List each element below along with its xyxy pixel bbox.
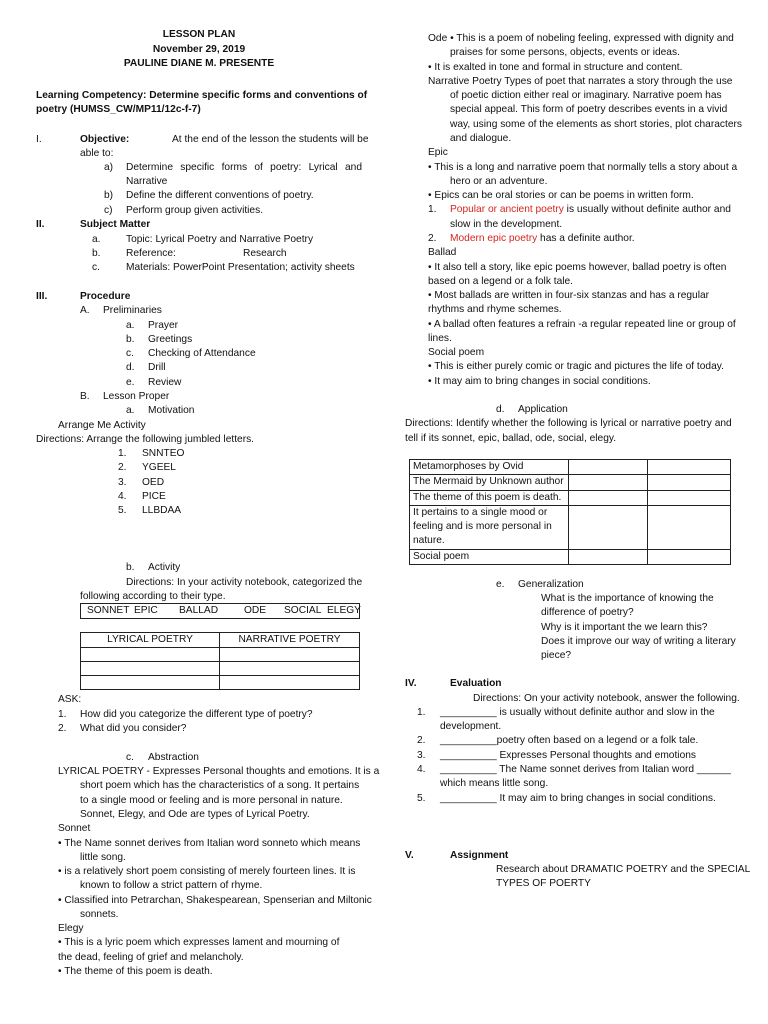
ballad-point-2a: • Most ballads are written in four-six stanzas and has a regular <box>428 290 710 301</box>
elegy-point-2: • The theme of this poem is death. <box>58 966 213 977</box>
epic-sub-1 <box>450 203 731 217</box>
sonnet-point-2a: • is a relatively short poem consisting of merely fourteen lines. It is <box>58 866 356 877</box>
procedure-number: III. <box>36 291 48 302</box>
objective-number: I. <box>36 134 42 145</box>
table-cell <box>648 460 731 475</box>
table-cell <box>220 648 360 662</box>
objective-item-a-line1: Determine specific forms of poetry: Lyrical and <box>126 162 362 173</box>
epic-heading: Epic <box>428 147 448 158</box>
epic-sub-1b: slow in the development. <box>450 219 563 230</box>
ballad-point-3b: lines. <box>428 333 452 344</box>
prelim-marker: c. <box>126 348 134 359</box>
doc-author: PAULINE DIANE M. PRESENTE <box>123 58 275 69</box>
subject-materials: Materials: PowerPoint Presentation; activity sheets <box>126 262 355 273</box>
question-marker: 1. <box>58 709 67 720</box>
competency-line-1: Learning Competency: Determine specific forms and conventions of <box>36 90 368 101</box>
generalization-label: Generalization <box>518 579 584 590</box>
table-cell <box>569 549 648 564</box>
evaluation-marker: 3. <box>417 750 426 761</box>
doc-title: LESSON PLAN <box>162 29 236 40</box>
motivation-marker: a. <box>126 405 135 416</box>
prelim-marker: a. <box>126 320 135 331</box>
objective-marker-b: b) <box>104 190 114 201</box>
application-marker: d. <box>496 404 505 415</box>
application-item: Metamorphoses by Ovid <box>410 460 569 475</box>
table-cell <box>569 490 648 505</box>
subject-marker-c: c. <box>92 262 100 273</box>
epic-point-1a: • This is a long and narrative poem that normally tells a story about a <box>428 162 738 173</box>
evaluation-label: Evaluation <box>450 678 502 689</box>
poetry-type-table <box>80 632 360 690</box>
subject-marker-b: b. <box>92 248 101 259</box>
generalization-q1: What is the importance of knowing the <box>541 593 714 604</box>
ballad-point-3a: • A ballad often features a refrain -a regular repeated line or group of <box>428 319 736 330</box>
word-bank-item: ODE <box>244 605 267 616</box>
competency-line-2: poetry (HUMSS_CW/MP11/12c-f-7) <box>36 104 201 115</box>
assignment-number: V. <box>405 850 414 861</box>
application-item: Social poem <box>410 549 569 564</box>
sonnet-heading: Sonnet <box>58 823 91 834</box>
ballad-point-1b: based on a legend or a folk tale. <box>428 276 573 287</box>
ballad-point-2b: rhythms and rhyme schemes. <box>428 304 562 315</box>
elegy-heading: Elegy <box>58 923 84 934</box>
application-item-line: It pertains to a single mood or <box>413 506 548 518</box>
subject-reference-value: Research <box>243 248 287 259</box>
application-item-multiline <box>410 505 569 549</box>
jumbled-word: OED <box>142 477 165 488</box>
table-cell <box>81 662 220 676</box>
word-bank-box <box>80 603 360 619</box>
table-cell <box>648 490 731 505</box>
assignment-text-1: Research about DRAMATIC POETRY and the SPECIAL <box>496 864 751 875</box>
elegy-point-1b: the dead, feeling of grief and melancholy. <box>58 952 244 963</box>
prelim-marker: e. <box>126 377 135 388</box>
word-bank-item: SOCIAL <box>284 605 322 616</box>
generalization-q2: Why is it important the we learn this? <box>541 622 708 633</box>
social-point-1: • This is either purely comic or tragic and pictures the life of today. <box>428 361 724 372</box>
evaluation-marker: 4. <box>417 764 426 775</box>
question-text: What did you consider? <box>80 723 187 734</box>
sonnet-point-1b: little song. <box>80 852 126 863</box>
generalization-q1b: difference of poetry? <box>541 607 634 618</box>
lesson-proper-label: Lesson Proper <box>103 391 170 402</box>
table-cell <box>648 475 731 490</box>
objective-marker-a: a) <box>104 162 114 173</box>
table-cell <box>81 676 220 690</box>
ballad-heading: Ballad <box>428 247 457 258</box>
application-table <box>409 459 731 565</box>
evaluation-item-cont: which means little song. <box>440 778 549 789</box>
ballad-point-1a: • It also tell a story, like epic poems however, ballad poetry is often <box>428 262 727 273</box>
activity-label: Activity <box>148 562 181 573</box>
sonnet-point-3a: • Classified into Petrarchan, Shakespearean, Spenserian and Miltonic <box>58 895 372 906</box>
subject-label: Subject Matter <box>80 219 151 230</box>
lyrical-def-line3: to a single mood or feeling and is more personal in nature. <box>80 795 343 806</box>
ode-line1: Ode • This is a poem of nobeling feeling, expressed with dignity and <box>428 33 734 44</box>
ode-line2: praises for some persons, objects, events or ideas. <box>450 47 680 58</box>
motivation-label: Motivation <box>148 405 195 416</box>
narrative-header: NARRATIVE POETRY <box>220 633 360 648</box>
sonnet-point-1a: • The Name sonnet derives from Italian word sonneto which means <box>58 838 361 849</box>
social-heading: Social poem <box>428 347 485 358</box>
assignment-text-2: TYPES OF POERTY <box>496 878 591 889</box>
epic-point-1b: hero or an adventure. <box>450 176 548 187</box>
evaluation-item: __________ The Name sonnet derives from Italian word ______ <box>440 764 731 775</box>
procedure-label: Procedure <box>80 291 131 302</box>
evaluation-number: IV. <box>405 678 417 689</box>
objective-marker-c: c) <box>104 205 113 216</box>
prelim-item: Drill <box>148 362 166 373</box>
lyrical-def-line4: Sonnet, Elegy, and Ode are types of Lyrical Poetry. <box>80 809 310 820</box>
evaluation-item: __________ is usually without definite author and slow in the <box>440 707 715 718</box>
evaluation-item: __________ Expresses Personal thoughts and emotions <box>440 750 696 761</box>
word-bank-item: BALLAD <box>179 605 219 616</box>
table-cell <box>81 648 220 662</box>
subject-number: II. <box>36 219 45 230</box>
application-item-line: feeling and is more personal in <box>413 521 552 533</box>
application-item-line: nature. <box>413 535 445 547</box>
narrative-def-line2: of poetic diction either real or imaginary. Narrative poem has <box>450 90 722 101</box>
table-cell <box>220 676 360 690</box>
table-cell <box>569 460 648 475</box>
subject-marker-a: a. <box>92 234 101 245</box>
jumbled-word: YGEEL <box>142 462 176 473</box>
jumbled-word: SNNTEO <box>142 448 185 459</box>
evaluation-item: __________poetry often based on a legend or a folk tale. <box>440 735 699 746</box>
jumbled-marker: 1. <box>118 448 127 459</box>
epic-sub-2-rest: has a definite author. <box>537 233 635 244</box>
jumbled-word: LLBDAA <box>142 505 182 516</box>
prelim-item: Review <box>148 377 182 388</box>
epic-sub-1-rest: is usually without definite author and <box>563 204 731 215</box>
narrative-def-line4: way, using some of the elements as short stories, plot characters <box>450 119 742 130</box>
narrative-def-line3: special appeal. This form of poetry describes events in a vivid <box>450 104 728 115</box>
application-item: The theme of this poem is death. <box>410 490 569 505</box>
preliminaries-marker: A. <box>80 305 90 316</box>
epic-point-2: • Epics can be oral stories or can be poems in written form. <box>428 190 694 201</box>
question-text: How did you categorize the different type of poetry? <box>80 709 313 720</box>
table-cell <box>648 549 731 564</box>
evaluation-directions: Directions: On your activity notebook, answer the following. <box>473 693 740 704</box>
evaluation-marker: 2. <box>417 735 426 746</box>
jumbled-marker: 4. <box>118 491 127 502</box>
evaluation-item: __________ It may aim to bring changes in social conditions. <box>440 793 716 804</box>
evaluation-item-cont: development. <box>440 721 502 732</box>
application-directions-2: tell if its sonnet, epic, ballad, ode, social, elegy. <box>405 433 617 444</box>
preliminaries-label: Preliminaries <box>103 305 162 316</box>
arrange-activity-title: Arrange Me Activity <box>58 420 146 431</box>
application-directions-1: Directions: Identify whether the following is lyrical or narrative poetry and <box>405 418 732 429</box>
ask-label: ASK: <box>58 694 82 705</box>
sonnet-point-3b: sonnets. <box>80 909 119 920</box>
objective-item-c: Perform group given activities. <box>126 205 264 216</box>
social-point-2: • It may aim to bring changes in social conditions. <box>428 376 651 387</box>
lyrical-def-line2: short poem which has the characteristics of a song. It pertains <box>80 780 360 791</box>
generalization-q3: Does it improve our way of writing a literary <box>541 636 736 647</box>
narrative-def-line1: Narrative Poetry Types of poet that narrates a story through the use <box>428 76 733 87</box>
objective-label: Objective: <box>80 134 130 145</box>
epic-sub-marker-1: 1. <box>428 204 437 215</box>
objective-item-b: Define the different conventions of poetry. <box>126 190 314 201</box>
epic-sub-marker-2: 2. <box>428 233 437 244</box>
prelim-item: Prayer <box>148 320 179 331</box>
objective-item-a-line2: Narrative <box>126 176 168 187</box>
prelim-marker: d. <box>126 362 135 373</box>
activity-marker: b. <box>126 562 135 573</box>
word-bank-item: SONNET <box>87 605 130 616</box>
table-cell <box>569 505 648 549</box>
evaluation-marker: 5. <box>417 793 426 804</box>
jumbled-marker: 5. <box>118 505 127 516</box>
prelim-item: Greetings <box>148 334 193 345</box>
activity-directions-2: following according to their type. <box>80 591 226 602</box>
arrange-directions: Directions: Arrange the following jumbled letters. <box>36 434 255 445</box>
word-bank-item: EPIC <box>134 605 158 616</box>
subject-topic: Topic: Lyrical Poetry and Narrative Poetry <box>126 234 314 245</box>
table-cell <box>648 505 731 549</box>
activity-directions-1: Directions: In your activity notebook, categorized the <box>126 577 363 588</box>
jumbled-marker: 3. <box>118 477 127 488</box>
objective-text-1: At the end of the lesson the students will be <box>172 134 369 145</box>
objective-text-2: able to: <box>80 148 114 159</box>
subject-reference-label: Reference: <box>126 248 176 259</box>
jumbled-marker: 2. <box>118 462 127 473</box>
generalization-marker: e. <box>496 579 505 590</box>
epic-sub-2 <box>450 232 635 246</box>
elegy-point-1a: • This is a lyric poem which expresses lament and mourning of <box>58 937 340 948</box>
ode-line3: • It is exalted in tone and formal in structure and content. <box>428 62 683 73</box>
application-item: The Mermaid by Unknown author <box>410 475 569 490</box>
question-marker: 2. <box>58 723 67 734</box>
application-label: Application <box>518 404 568 415</box>
doc-date: November 29, 2019 <box>152 44 246 55</box>
sonnet-point-2b: known to follow a strict pattern of rhyme. <box>80 880 263 891</box>
evaluation-marker: 1. <box>417 707 426 718</box>
lyrical-header: LYRICAL POETRY <box>81 633 220 648</box>
table-cell <box>220 662 360 676</box>
table-cell <box>569 475 648 490</box>
narrative-def-line5: and dialogue. <box>450 133 512 144</box>
popular-poetry-highlight: Popular or ancient poetry <box>450 204 564 215</box>
prelim-marker: b. <box>126 334 135 345</box>
word-bank-item: ELEGY <box>327 605 361 616</box>
lesson-proper-marker: B. <box>80 391 90 402</box>
abstraction-marker: c. <box>126 752 134 763</box>
prelim-item: Checking of Attendance <box>148 348 256 359</box>
abstraction-label: Abstraction <box>148 752 199 763</box>
lyrical-def-line1: LYRICAL POETRY - Expresses Personal thoughts and emotions. It is a <box>58 766 380 777</box>
generalization-q3b: piece? <box>541 650 572 661</box>
modern-epic-highlight: Modern epic poetry <box>450 233 538 244</box>
assignment-label: Assignment <box>450 850 509 861</box>
jumbled-word: PICE <box>142 491 166 502</box>
